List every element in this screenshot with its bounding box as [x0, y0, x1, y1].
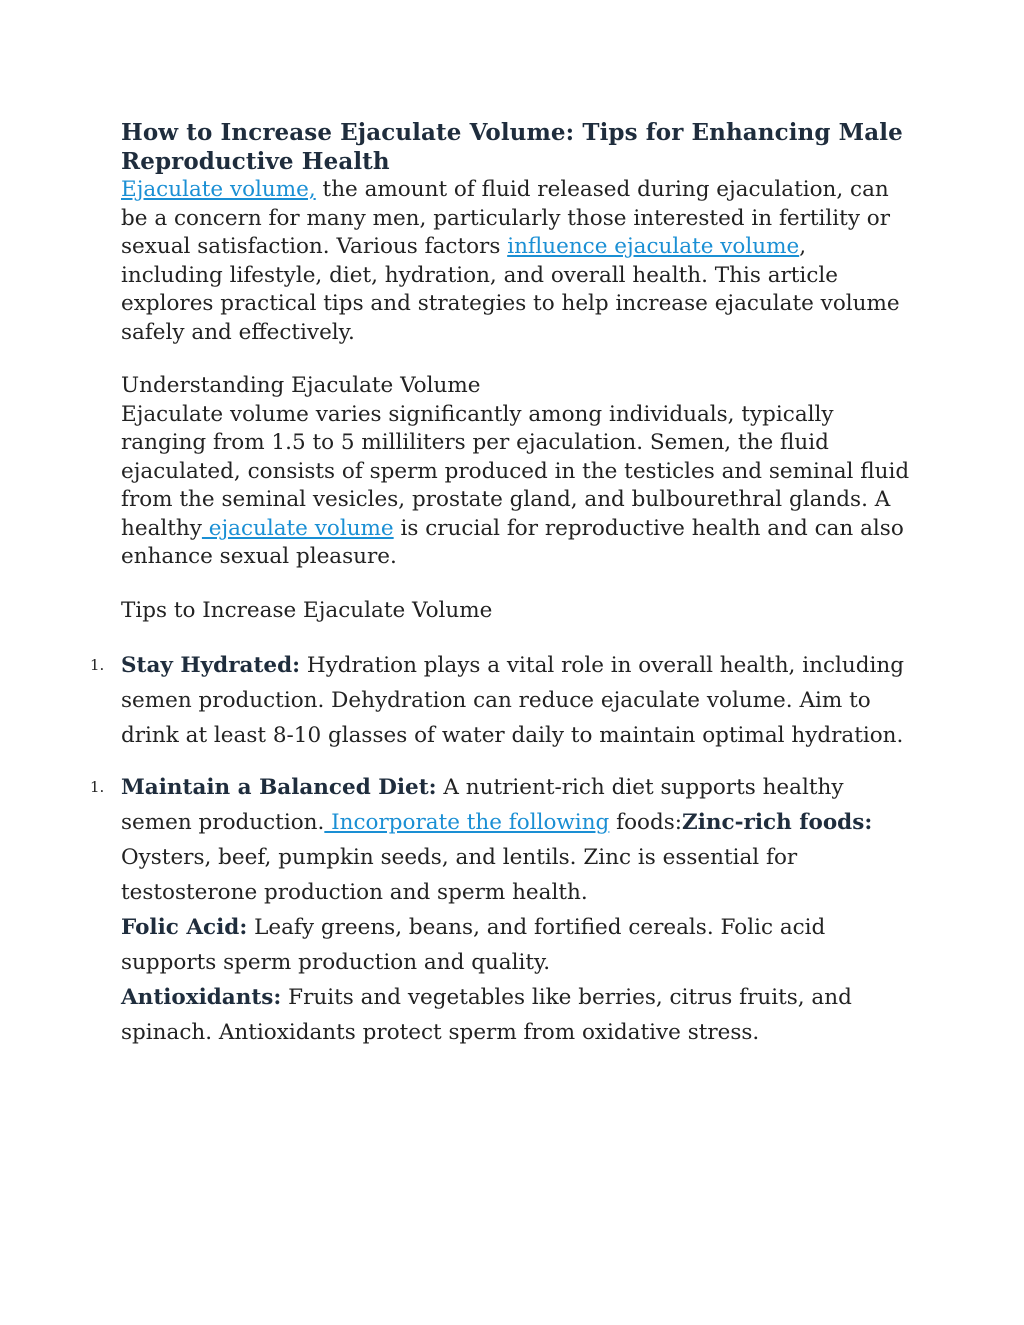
item-label: Stay Hydrated:	[121, 653, 301, 678]
sub-text-folic-acid: Leafy greens, beans, and fortified cereals. Folic acid supports sperm production and quality.	[121, 915, 826, 975]
understanding-paragraph	[121, 401, 911, 572]
sub-label-folic-acid: Folic Acid:	[121, 915, 248, 940]
understanding-text-1: Ejaculate volume varies significantly among individuals, typically ranging from 1.5 to 5 milliliters per ejaculation. Semen, the fluid ejaculated, consists of sperm produced in the testicles and seminal fluid from the seminal vesicles, prostate gland, and bulbourethral glands. A healthy	[121, 401, 910, 541]
understanding-text-2: is crucial for reproductive health and can also enhance sexual pleasure.	[121, 515, 904, 569]
sub-label-antioxidants: Antioxidants:	[121, 985, 282, 1010]
ejaculate-volume-link[interactable]: Ejaculate volume,	[121, 177, 316, 202]
sub-label-zinc: Zinc-rich foods:	[682, 810, 873, 835]
healthy-ejaculate-volume-link[interactable]: ejaculate volume	[201, 515, 394, 541]
incorporate-the-following-link[interactable]: Incorporate the following	[324, 810, 610, 835]
item-label: Maintain a Balanced Diet:	[121, 775, 437, 800]
list-item-stay-hydrated	[90, 648, 911, 753]
item-text: Hydration plays a vital role in overall health, including semen production. Dehydration can reduce ejaculate volume. Aim to drink at least 8-10 glasses of water daily to maintain optimal hydration.	[121, 653, 904, 748]
item-text-after-link: foods:	[609, 810, 683, 835]
sub-text-zinc: Oysters, beef, pumpkin seeds, and lentils. Zinc is essential for testosterone production and sperm health.	[121, 845, 798, 905]
article	[90, 118, 911, 1050]
list-number: 1.	[90, 778, 105, 796]
intro-text-1: the amount of fluid released during ejaculation, can be a concern for many men, particularly those interested in fertility or sexual satisfaction. Various factors	[121, 177, 891, 259]
section-heading-tips: Tips to Increase Ejaculate Volume	[121, 597, 493, 623]
list-item-balanced-diet	[90, 770, 911, 1050]
item-text: A nutrient-rich diet supports healthy semen production.	[121, 775, 844, 835]
sub-text-antioxidants: Fruits and vegetables like berries, citrus fruits, and spinach. Antioxidants protect sperm from oxidative stress.	[121, 985, 852, 1045]
list-number: 1.	[90, 656, 105, 674]
intro-paragraph	[121, 176, 911, 347]
page-title: How to Increase Ejaculate Volume: Tips for Enhancing Male Reproductive Health	[121, 119, 903, 175]
influence-ejaculate-volume-link[interactable]: influence ejaculate volume	[507, 234, 800, 259]
intro-text-2: , including lifestyle, diet, hydration, and overall health. This article explores practical tips and strategies to help increase ejaculate volume safely and effectively.	[121, 234, 900, 345]
section-heading-understanding: Understanding Ejaculate Volume	[121, 373, 481, 398]
